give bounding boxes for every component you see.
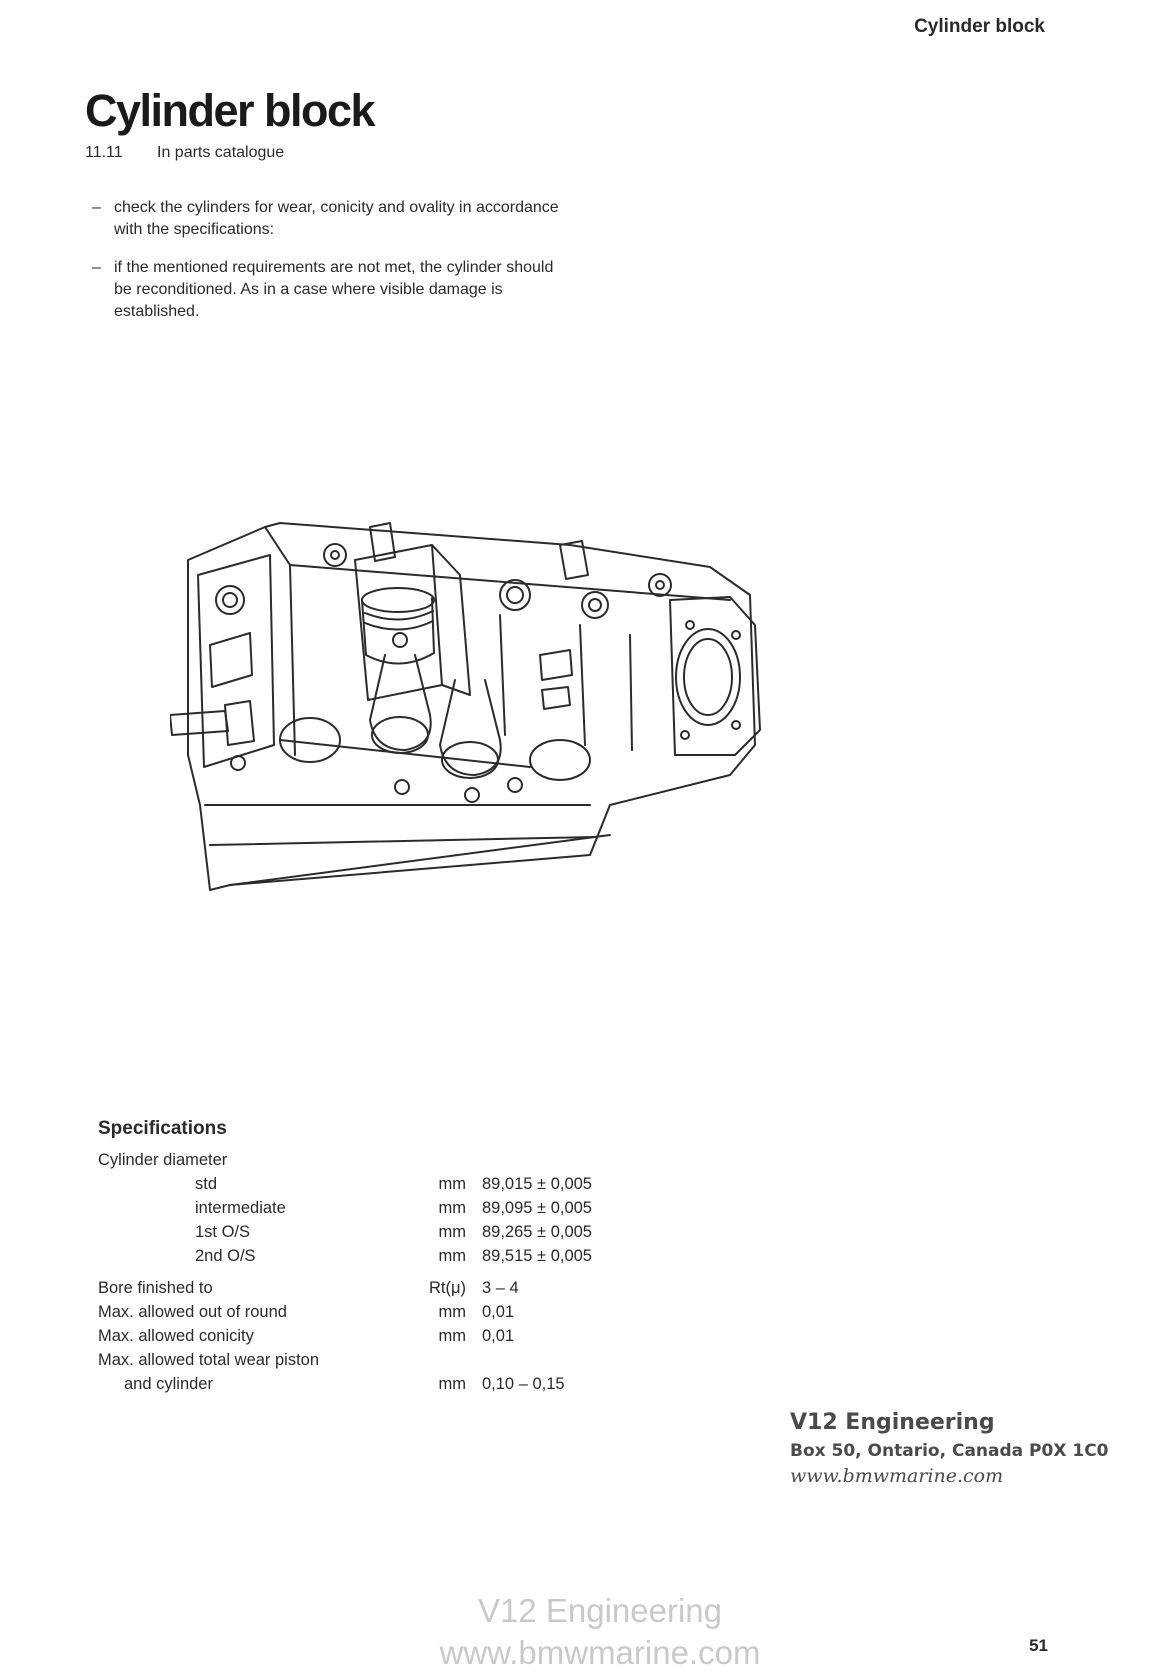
spec-value: 3 – 4 (482, 1279, 519, 1297)
stamp-name: V12 Engineering (790, 1410, 995, 1435)
spec-value: 0,10 – 0,15 (482, 1375, 565, 1393)
section-text: In parts catalogue (157, 144, 285, 161)
spec-unit: mm (438, 1303, 466, 1321)
list-item (88, 257, 568, 323)
watermark (380, 1590, 820, 1674)
spec-label: intermediate (195, 1199, 286, 1217)
table-row (98, 1244, 592, 1268)
engine-block-cutaway-illustration (170, 505, 830, 905)
page-title: Cylinder block (85, 85, 375, 136)
spec-unit: mm (438, 1375, 466, 1393)
spec-value: 89,095 ± 0,005 (482, 1199, 592, 1217)
spec-unit: mm (438, 1223, 466, 1241)
spec-value: 0,01 (482, 1303, 515, 1321)
spec-unit: Rt(μ) (429, 1279, 466, 1297)
publisher-stamp (790, 1410, 1109, 1487)
spec-label: Bore finished to (98, 1279, 213, 1297)
spec-unit: mm (438, 1199, 466, 1217)
table-row (98, 1196, 592, 1220)
spec-value: 89,015 ± 0,005 (482, 1175, 592, 1193)
dash-bullet-icon: – (92, 259, 101, 276)
specifications-table (98, 1118, 592, 1396)
watermark-line: www.bmwmarine.com (439, 1634, 761, 1671)
spec-unit: mm (438, 1327, 466, 1345)
spec-value: 0,01 (482, 1327, 515, 1345)
spec-label: std (195, 1175, 218, 1193)
table-row (98, 1372, 565, 1396)
spec-label: and cylinder (124, 1375, 213, 1393)
section-reference (85, 144, 284, 162)
section-number: 11.11 (85, 144, 123, 161)
instruction-text: check the cylinders for wear, conicity and ovality in accordance with the specifications: (114, 199, 559, 238)
spec-label: Max. allowed total wear piston (98, 1351, 320, 1369)
spec-label: Max. allowed out of round (98, 1303, 287, 1321)
spec-unit: mm (438, 1247, 466, 1265)
watermark-line: V12 Engineering (477, 1592, 723, 1629)
instruction-list (88, 197, 568, 339)
dash-bullet-icon: – (92, 199, 101, 216)
table-row (98, 1148, 227, 1172)
table-row (98, 1220, 592, 1244)
list-item (88, 197, 568, 241)
stamp-address: Box 50, Ontario, Canada P0X 1C0 (790, 1441, 1109, 1461)
table-row (98, 1300, 515, 1324)
spec-value: 89,265 ± 0,005 (482, 1223, 592, 1241)
instruction-text: if the mentioned requirements are not met, the cylinder should be reconditioned. As in a case where visible damage is established. (114, 259, 554, 320)
spec-label: 2nd O/S (195, 1247, 256, 1265)
spec-unit: mm (438, 1175, 466, 1193)
table-row (98, 1324, 515, 1348)
table-row (98, 1348, 320, 1372)
stamp-url: www.bmwmarine.com (790, 1465, 1004, 1487)
specifications-heading: Specifications (98, 1118, 227, 1139)
page-number: 51 (1029, 1636, 1048, 1655)
spec-value: 89,515 ± 0,005 (482, 1247, 592, 1265)
spec-label: Max. allowed conicity (98, 1327, 254, 1345)
spec-label: 1st O/S (195, 1223, 251, 1241)
table-row (98, 1276, 519, 1300)
spec-label: Cylinder diameter (98, 1151, 228, 1169)
running-header: Cylinder block (914, 16, 1045, 37)
table-row (98, 1172, 592, 1196)
